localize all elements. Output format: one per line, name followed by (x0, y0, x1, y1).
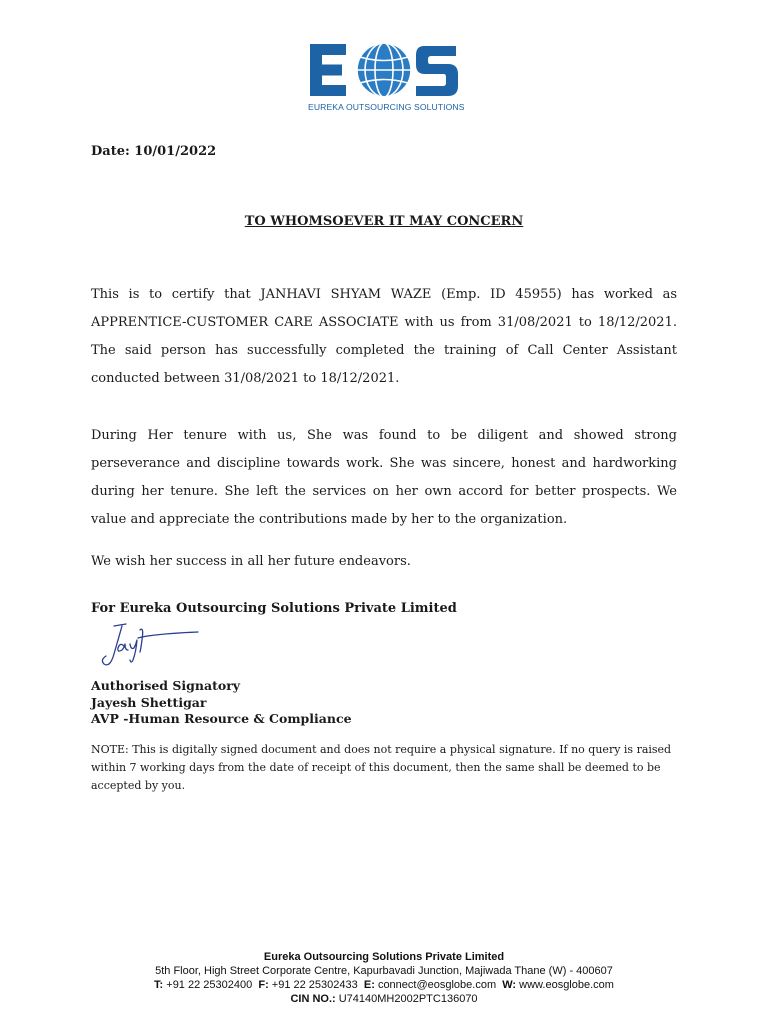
footer-tel: +91 22 25302400 (166, 979, 253, 991)
signatory-designation: AVP -Human Resource & Compliance (91, 711, 352, 726)
company-logo (308, 40, 465, 118)
logo-tagline: EUREKA OUTSOURCING SOLUTIONS (308, 102, 465, 112)
footer-cin-number: U74140MH2002PTC136070 (338, 993, 478, 1005)
footer-contacts (0, 978, 768, 992)
footer-company: Eureka Outsourcing Solutions Private Limited (263, 951, 505, 963)
wishes-paragraph: We wish her success in all her future endeavors. (91, 554, 411, 569)
footer-tel-label: T: (154, 979, 164, 991)
footer-cin-label: CIN NO.: (290, 993, 336, 1005)
conduct-paragraph: During Her tenure with us, She was found to be diligent and showed strong perseverance and discipline towards work. She was sincere, honest and hardworking during her tenure. She left the services on her own accord for better prospects. We value and appreciate the contributions made by her to the organization. (91, 428, 677, 527)
for-company-line: For Eureka Outsourcing Solutions Private Limited (91, 601, 457, 616)
footer-fax: +91 22 25302433 (271, 979, 358, 991)
signatory-block (91, 678, 352, 728)
footer-web-label: W: (502, 979, 517, 991)
eos-logo-icon (308, 40, 460, 100)
signature-icon (100, 620, 200, 672)
footer-email: connect@eosglobe.com (377, 979, 497, 991)
footer-web: www.eosglobe.com (519, 979, 614, 991)
letter-title: TO WHOMSOEVER IT MAY CONCERN (244, 214, 524, 229)
footer-address: 5th Floor, High Street Corporate Centre, Kapurbavadi Junction, Majiwada Thane (W) - 400607 (155, 965, 613, 977)
digital-signature-note: NOTE: This is digitally signed document and does not require a physical signature. If no query is raised within 7 working days from the date of receipt of this document, then the same shall be deemed to be accepted by you. (91, 743, 672, 792)
footer-fax-label: F: (258, 979, 269, 991)
signatory-role: Authorised Signatory (91, 678, 241, 693)
letterhead-footer (0, 950, 768, 1006)
certification-paragraph: This is to certify that JANHAVI SHYAM WAZE (Emp. ID 45955) has worked as APPRENTICE-CUSTOMER CARE ASSOCIATE with us from 31/08/2021 to 18/12/2021. The said person has successfully completed the training of Call Center Assistant conducted between 31/08/2021 to 18/12/2021. (91, 287, 677, 386)
signatory-name: Jayesh Shettigar (91, 694, 207, 710)
letter-date: Date: 10/01/2022 (91, 144, 217, 159)
footer-cin (0, 992, 768, 1006)
footer-email-label: E: (363, 979, 375, 991)
